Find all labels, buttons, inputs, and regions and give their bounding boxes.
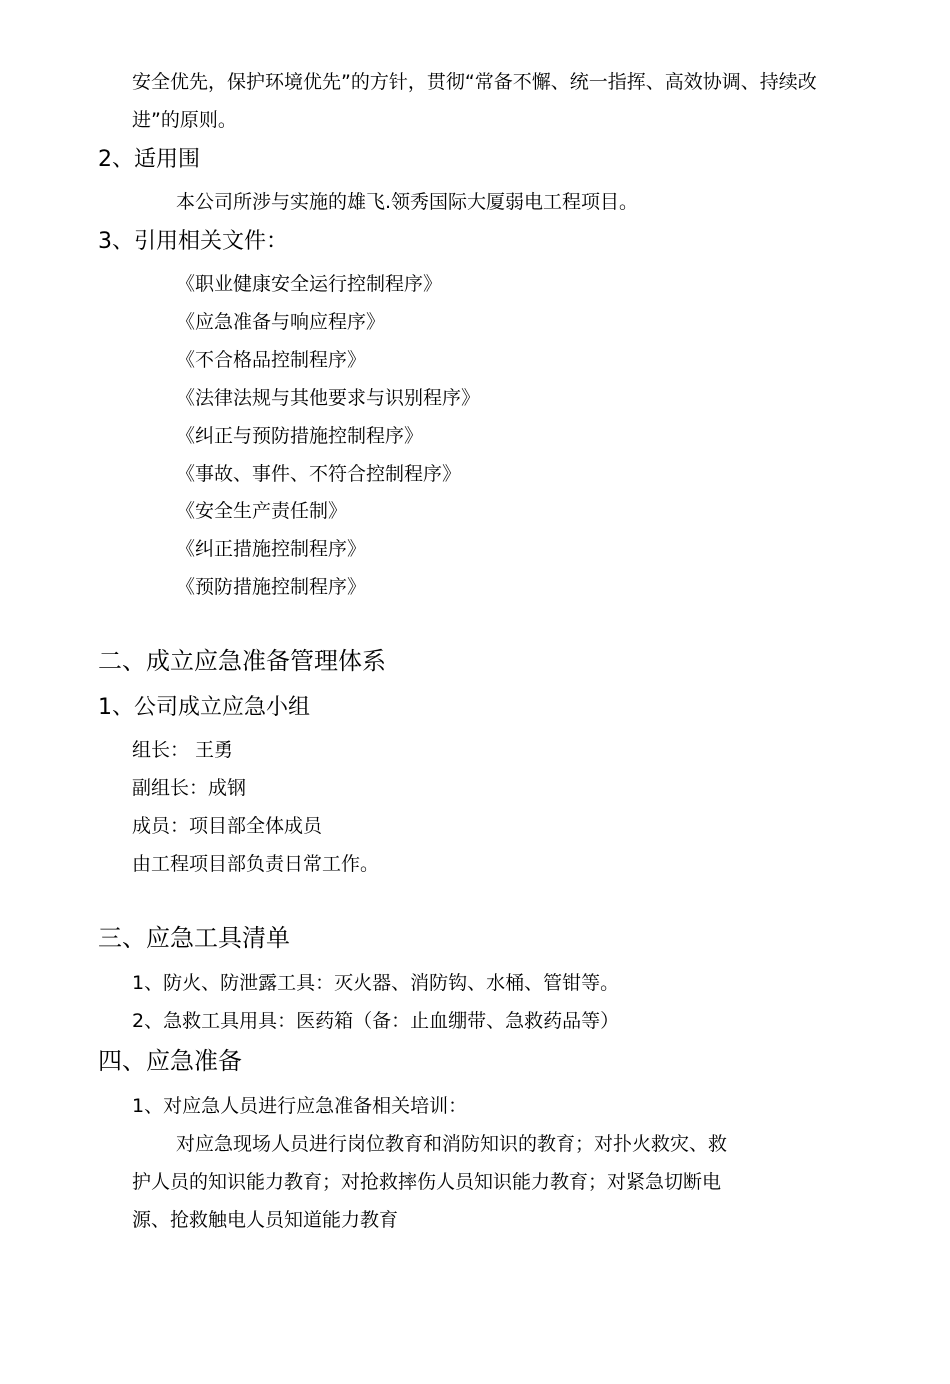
reference-item: 《事故、事件、不符合控制程序》 <box>176 463 462 485</box>
scope-heading: 2、适用围 <box>98 147 200 172</box>
intro-line-1: 安全优先，保护环境优先”的方针，贯彻“常备不懈、统一指挥、高效协调、持续改 <box>132 71 817 93</box>
reference-item: 《纠正与预防措施控制程序》 <box>176 425 424 447</box>
reference-item: 《应急准备与响应程序》 <box>176 311 386 333</box>
section-2-subheading: 1、公司成立应急小组 <box>98 695 310 720</box>
team-deputy: 副组长：成钢 <box>132 777 247 799</box>
tool-list-item: 1、防火、防泄露工具：灭火器、消防钩、水桶、管钳等。 <box>132 972 620 994</box>
reference-item: 《不合格品控制程序》 <box>176 349 367 371</box>
training-paragraph-line-3: 源、抢救触电人员知道能力教育 <box>132 1209 399 1231</box>
reference-item: 《安全生产责任制》 <box>176 500 348 522</box>
training-item: 1、对应急人员进行应急准备相关培训： <box>132 1095 468 1117</box>
training-paragraph-line-2: 护人员的知识能力教育；对抢救摔伤人员知识能力教育；对紧急切断电 <box>132 1171 722 1193</box>
reference-item: 《预防措施控制程序》 <box>176 576 367 598</box>
reference-item: 《法律法规与其他要求与识别程序》 <box>176 387 481 409</box>
intro-line-2: 进”的原则。 <box>132 109 237 131</box>
section-2-heading: 二、成立应急准备管理体系 <box>98 647 386 675</box>
references-heading: 3、引用相关文件： <box>98 229 288 254</box>
section-4-heading: 四、应急准备 <box>98 1047 242 1075</box>
reference-item: 《职业健康安全运行控制程序》 <box>176 273 443 295</box>
training-paragraph-line-1: 对应急现场人员进行岗位教育和消防知识的教育；对扑火救灾、救 <box>176 1133 728 1155</box>
reference-item: 《纠正措施控制程序》 <box>176 538 367 560</box>
tool-list-item: 2、急救工具用具：医药箱（备：止血绷带、急救药品等） <box>132 1010 620 1032</box>
section-3-heading: 三、应急工具清单 <box>98 924 290 952</box>
team-leader: 组长： 王勇 <box>132 739 234 761</box>
scope-text: 本公司所涉与实施的雄飞.领秀国际大厦弱电工程项目。 <box>176 191 639 213</box>
team-note: 由工程项目部负责日常工作。 <box>132 853 380 875</box>
team-members: 成员：项目部全体成员 <box>132 815 323 837</box>
